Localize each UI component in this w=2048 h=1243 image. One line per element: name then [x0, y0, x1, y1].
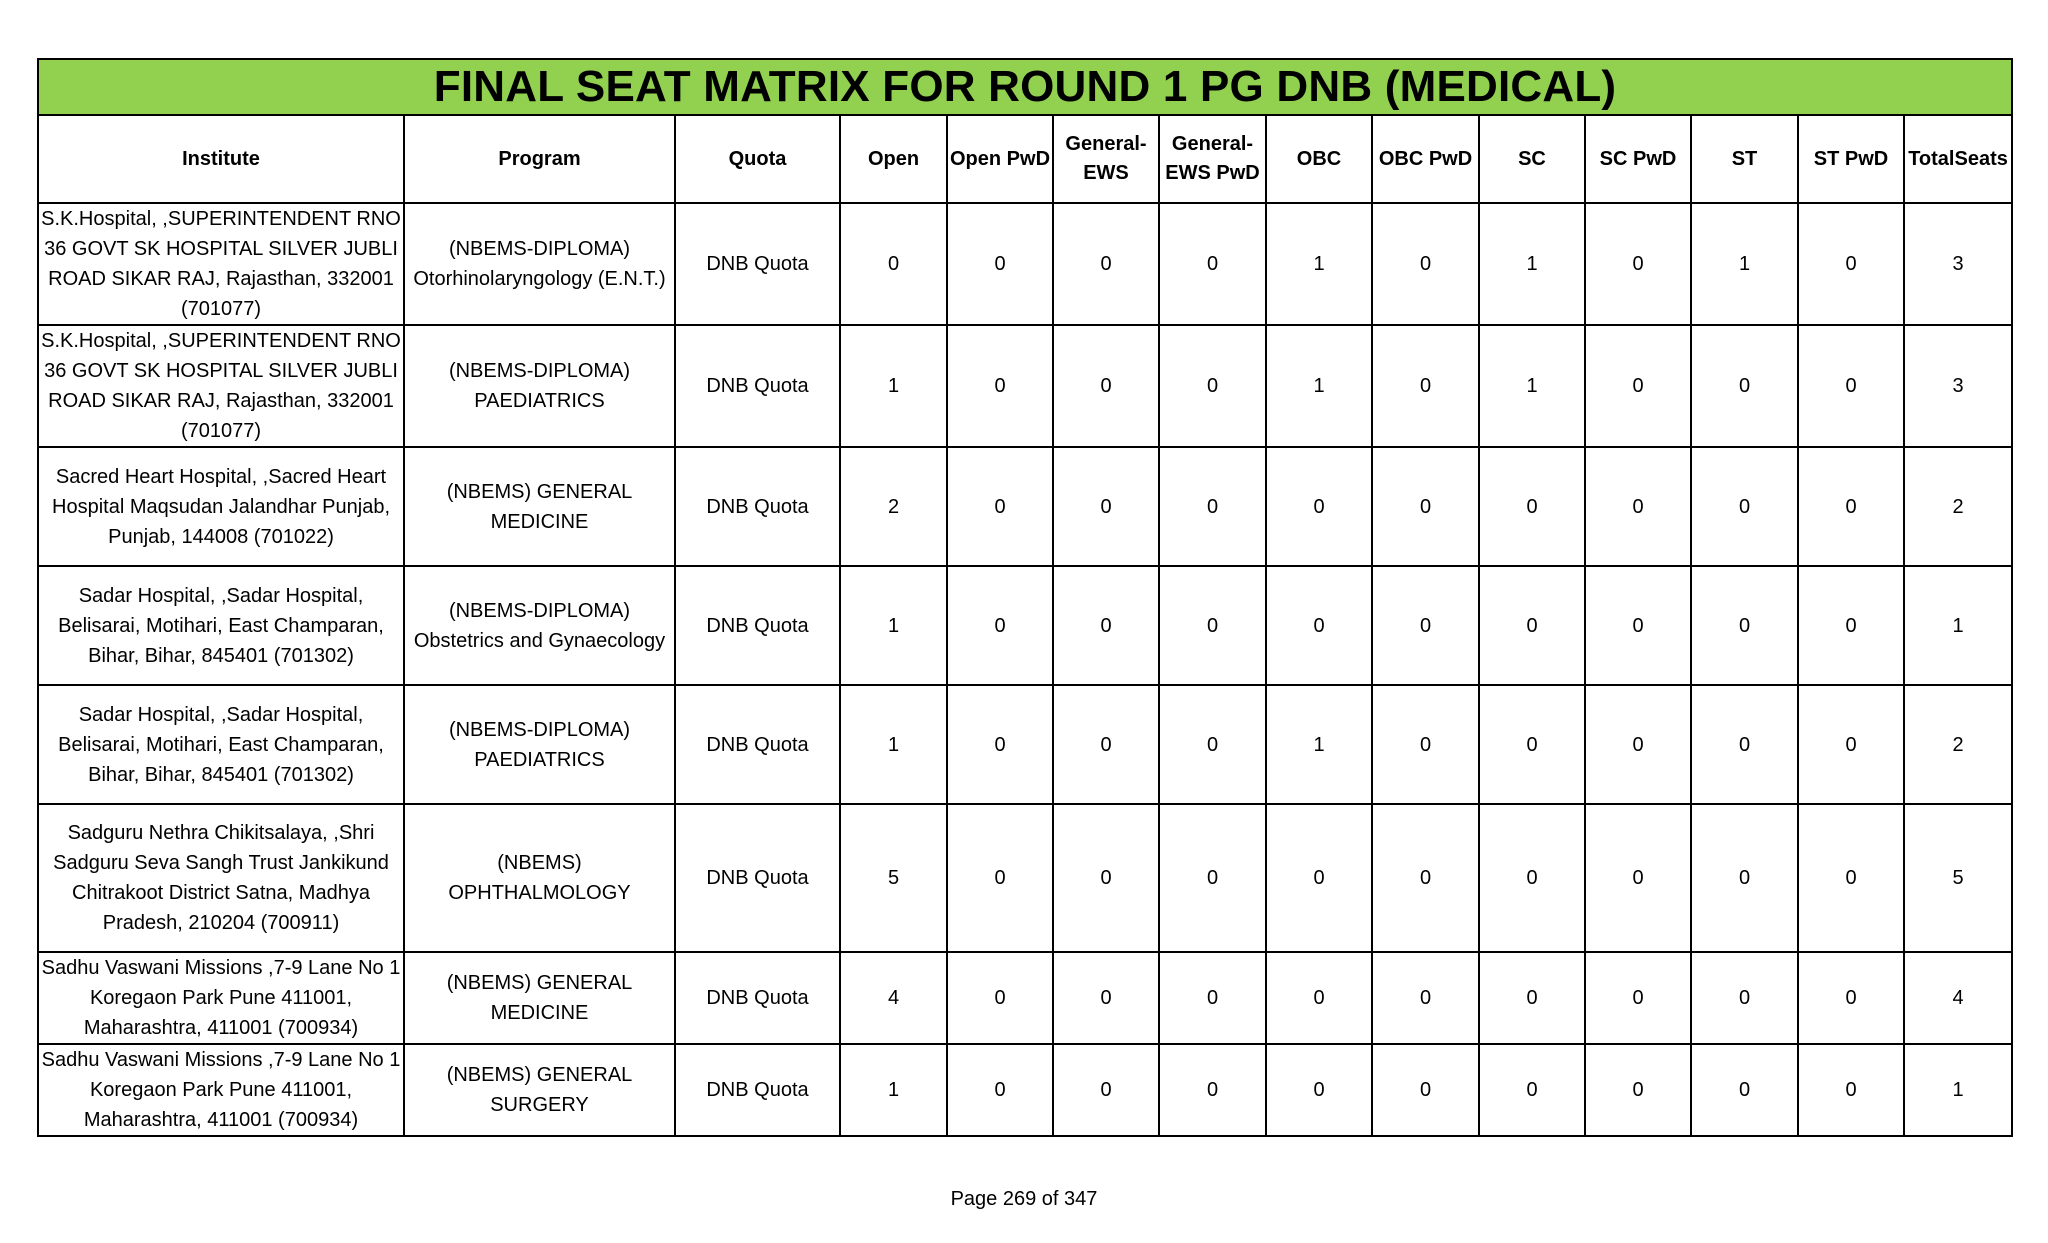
column-header: General-EWS PwD: [1159, 115, 1266, 203]
seat-count-cell: 0: [1372, 447, 1479, 566]
seat-count-cell: 1: [1266, 685, 1372, 804]
institute-cell: S.K.Hospital, ,SUPERINTENDENT RNO 36 GOVT SK HOSPITAL SILVER JUBLI ROAD SIKAR RAJ, Rajasthan, 332001 (701077): [38, 325, 404, 447]
table-row: [38, 952, 2012, 1044]
program-cell: (NBEMS-DIPLOMA) Obstetrics and Gynaecology: [404, 566, 675, 685]
seat-count-cell: 0: [1691, 952, 1798, 1044]
seat-count-cell: 0: [947, 1044, 1053, 1136]
seat-count-cell: 0: [1691, 1044, 1798, 1136]
seat-count-cell: 0: [1691, 566, 1798, 685]
seat-count-cell: 4: [1904, 952, 2012, 1044]
seat-count-cell: 0: [1585, 1044, 1691, 1136]
quota-cell: DNB Quota: [675, 1044, 840, 1136]
seat-count-cell: 0: [1372, 804, 1479, 952]
seat-count-cell: 0: [947, 685, 1053, 804]
column-header: SC PwD: [1585, 115, 1691, 203]
seat-count-cell: 0: [1585, 566, 1691, 685]
seat-count-cell: 3: [1904, 203, 2012, 325]
column-header: ST: [1691, 115, 1798, 203]
program-cell: (NBEMS-DIPLOMA) PAEDIATRICS: [404, 325, 675, 447]
quota-cell: DNB Quota: [675, 566, 840, 685]
seat-count-cell: 0: [1266, 566, 1372, 685]
seat-count-cell: 0: [1479, 566, 1585, 685]
seat-count-cell: 0: [1798, 952, 1904, 1044]
seat-count-cell: 0: [1798, 804, 1904, 952]
seat-count-cell: 0: [1053, 1044, 1159, 1136]
seat-count-cell: 0: [840, 203, 947, 325]
seat-count-cell: 2: [840, 447, 947, 566]
seat-count-cell: 0: [1372, 203, 1479, 325]
seat-count-cell: 1: [1479, 325, 1585, 447]
seat-count-cell: 0: [1159, 203, 1266, 325]
column-header: ST PwD: [1798, 115, 1904, 203]
program-cell: (NBEMS) OPHTHALMOLOGY: [404, 804, 675, 952]
seat-count-cell: 0: [1479, 952, 1585, 1044]
quota-cell: DNB Quota: [675, 952, 840, 1044]
seat-count-cell: 0: [1691, 685, 1798, 804]
column-header: General-EWS: [1053, 115, 1159, 203]
seat-count-cell: 0: [1372, 325, 1479, 447]
seat-count-cell: 0: [1159, 804, 1266, 952]
table-row: [38, 203, 2012, 325]
table-row: [38, 447, 2012, 566]
seat-count-cell: 0: [947, 203, 1053, 325]
seat-count-cell: 0: [1159, 1044, 1266, 1136]
seat-matrix-sheet: [37, 58, 2011, 1137]
seat-count-cell: 0: [1585, 804, 1691, 952]
seat-count-cell: 5: [1904, 804, 2012, 952]
quota-cell: DNB Quota: [675, 447, 840, 566]
seat-count-cell: 0: [1159, 685, 1266, 804]
seat-count-cell: 2: [1904, 447, 2012, 566]
seat-count-cell: 0: [947, 952, 1053, 1044]
seat-count-cell: 1: [1479, 203, 1585, 325]
seat-count-cell: 1: [1904, 566, 2012, 685]
seat-count-cell: 0: [1479, 685, 1585, 804]
column-header: OBC PwD: [1372, 115, 1479, 203]
program-cell: (NBEMS-DIPLOMA) PAEDIATRICS: [404, 685, 675, 804]
seat-count-cell: 0: [1053, 685, 1159, 804]
seat-count-cell: 0: [1585, 325, 1691, 447]
seat-count-cell: 0: [1585, 447, 1691, 566]
seat-count-cell: 0: [947, 804, 1053, 952]
program-cell: (NBEMS) GENERAL SURGERY: [404, 1044, 675, 1136]
seat-count-cell: 0: [1159, 566, 1266, 685]
seat-count-cell: 0: [1691, 804, 1798, 952]
seat-count-cell: 0: [1798, 1044, 1904, 1136]
seat-count-cell: 0: [1372, 952, 1479, 1044]
header-row: [38, 115, 2012, 203]
seat-count-cell: 3: [1904, 325, 2012, 447]
seat-count-cell: 1: [840, 1044, 947, 1136]
seat-count-cell: 0: [1585, 952, 1691, 1044]
column-header: Open: [840, 115, 947, 203]
seat-count-cell: 0: [1798, 325, 1904, 447]
seat-count-cell: 0: [1798, 203, 1904, 325]
seat-count-cell: 1: [1691, 203, 1798, 325]
seat-count-cell: 0: [947, 447, 1053, 566]
institute-cell: Sadhu Vaswani Missions ,7-9 Lane No 1 Koregaon Park Pune 411001, Maharashtra, 411001 (700934): [38, 1044, 404, 1136]
seat-count-cell: 0: [1798, 566, 1904, 685]
seat-matrix-table: [37, 58, 2013, 1137]
quota-cell: DNB Quota: [675, 325, 840, 447]
seat-count-cell: 0: [1691, 447, 1798, 566]
column-header: Open PwD: [947, 115, 1053, 203]
table-row: [38, 1044, 2012, 1136]
seat-count-cell: 1: [1904, 1044, 2012, 1136]
table-title: FINAL SEAT MATRIX FOR ROUND 1 PG DNB (MEDICAL): [38, 59, 2012, 115]
table-body: [38, 203, 2012, 1136]
seat-count-cell: 0: [1798, 685, 1904, 804]
seat-count-cell: 0: [1585, 203, 1691, 325]
seat-count-cell: 1: [1266, 203, 1372, 325]
column-header: TotalSeats: [1904, 115, 2012, 203]
institute-cell: Sadar Hospital, ,Sadar Hospital, Belisarai, Motihari, East Champaran, Bihar, Bihar, 845401 (701302): [38, 685, 404, 804]
seat-count-cell: 0: [1479, 804, 1585, 952]
quota-cell: DNB Quota: [675, 685, 840, 804]
seat-count-cell: 0: [1479, 447, 1585, 566]
seat-count-cell: 0: [1266, 952, 1372, 1044]
institute-cell: Sadar Hospital, ,Sadar Hospital, Belisarai, Motihari, East Champaran, Bihar, Bihar, 845401 (701302): [38, 566, 404, 685]
institute-cell: Sacred Heart Hospital, ,Sacred Heart Hospital Maqsudan Jalandhar Punjab, Punjab, 144008 (701022): [38, 447, 404, 566]
seat-count-cell: 0: [947, 325, 1053, 447]
program-cell: (NBEMS) GENERAL MEDICINE: [404, 952, 675, 1044]
seat-count-cell: 1: [1266, 325, 1372, 447]
institute-cell: Sadguru Nethra Chikitsalaya, ,Shri Sadguru Seva Sangh Trust Jankikund Chitrakoot District Satna, Madhya Pradesh, 210204 (700911): [38, 804, 404, 952]
table-row: [38, 566, 2012, 685]
seat-count-cell: 5: [840, 804, 947, 952]
seat-count-cell: 0: [1053, 952, 1159, 1044]
seat-count-cell: 0: [1159, 952, 1266, 1044]
program-cell: (NBEMS) GENERAL MEDICINE: [404, 447, 675, 566]
seat-count-cell: 0: [1159, 447, 1266, 566]
institute-cell: Sadhu Vaswani Missions ,7-9 Lane No 1 Koregaon Park Pune 411001, Maharashtra, 411001 (700934): [38, 952, 404, 1044]
table-row: [38, 685, 2012, 804]
quota-cell: DNB Quota: [675, 203, 840, 325]
column-header: Quota: [675, 115, 840, 203]
seat-count-cell: 4: [840, 952, 947, 1044]
seat-count-cell: 0: [1479, 1044, 1585, 1136]
seat-count-cell: 0: [1053, 804, 1159, 952]
seat-count-cell: 0: [1266, 447, 1372, 566]
column-header: Program: [404, 115, 675, 203]
column-header: OBC: [1266, 115, 1372, 203]
page-number: Page 269 of 347: [950, 1188, 1098, 1210]
column-header: Institute: [38, 115, 404, 203]
table-row: [38, 804, 2012, 952]
seat-count-cell: 0: [1585, 685, 1691, 804]
seat-count-cell: 0: [1372, 1044, 1479, 1136]
seat-count-cell: 0: [1691, 325, 1798, 447]
seat-count-cell: 1: [840, 685, 947, 804]
seat-count-cell: 0: [1053, 447, 1159, 566]
seat-count-cell: 0: [1266, 1044, 1372, 1136]
seat-count-cell: 0: [1266, 804, 1372, 952]
quota-cell: DNB Quota: [675, 804, 840, 952]
seat-count-cell: 0: [1372, 566, 1479, 685]
institute-cell: S.K.Hospital, ,SUPERINTENDENT RNO 36 GOVT SK HOSPITAL SILVER JUBLI ROAD SIKAR RAJ, Rajasthan, 332001 (701077): [38, 203, 404, 325]
seat-count-cell: 0: [1798, 447, 1904, 566]
column-header: SC: [1479, 115, 1585, 203]
seat-count-cell: 0: [947, 566, 1053, 685]
program-cell: (NBEMS-DIPLOMA) Otorhinolaryngology (E.N.T.): [404, 203, 675, 325]
table-row: [38, 325, 2012, 447]
seat-count-cell: 0: [1053, 203, 1159, 325]
seat-count-cell: 0: [1053, 566, 1159, 685]
seat-count-cell: 0: [1053, 325, 1159, 447]
seat-count-cell: 0: [1372, 685, 1479, 804]
seat-count-cell: 1: [840, 325, 947, 447]
seat-count-cell: 2: [1904, 685, 2012, 804]
seat-count-cell: 0: [1159, 325, 1266, 447]
seat-count-cell: 1: [840, 566, 947, 685]
